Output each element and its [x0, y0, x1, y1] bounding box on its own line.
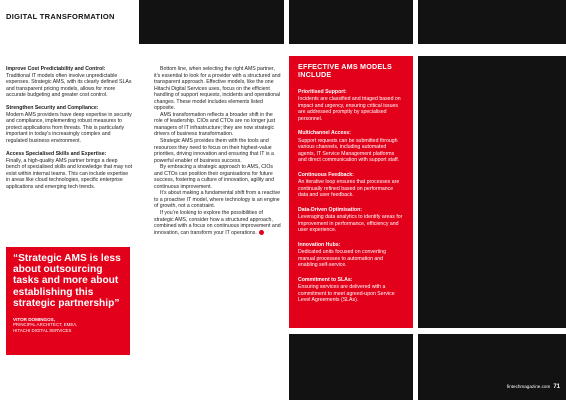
- photo-block-right: [418, 56, 566, 328]
- panel-item: [298, 207, 404, 234]
- body-paragraph: Strategic AMS provides them with the tools and resources they need to focus on their highest-value priorities, driving innovation and ensuring that IT is a powerful enabler of business success.: [154, 138, 274, 164]
- panel-item-heading: Data-Driven Optimisation:: [298, 206, 362, 213]
- panel-item-body: Ensuring services are delivered with a commitment to meet agreed-upon Service Level Agreements (SLAs).: [298, 284, 395, 304]
- left-paragraph: [6, 105, 132, 144]
- panel-item-body: Support requests can be submitted through various channels, including automated agents, IT Service Management platforms and direct communication with support staff.: [298, 137, 400, 164]
- body-paragraph: By embracing a strategic approach to AMS, CIOs and CTOs can position their organisations for future success, fostering a culture of innovation, agility and continuous improvement.: [154, 164, 274, 190]
- body-paragraph: It’s about making a fundamental shift from a reactive to a proactive IT model, where technology is an engine of growth, not a constraint.: [154, 190, 281, 210]
- panel-item-heading: Prioritised Support:: [298, 88, 347, 95]
- panel-item-heading: Innovation Hubs:: [298, 241, 341, 248]
- page-number: 71: [553, 384, 560, 390]
- left-paragraph: [6, 66, 132, 99]
- photo-block-bottom-1: [289, 334, 413, 400]
- panel-title: EFFECTIVE AMS MODELS INCLUDE: [298, 62, 392, 80]
- paragraph-heading: Improve Cost Predictability and Control:: [6, 66, 106, 72]
- left-paragraph: [6, 151, 132, 190]
- photo-block-top-2: [289, 0, 413, 44]
- left-column: [6, 66, 132, 197]
- panel-item: [298, 130, 404, 164]
- quote-author: VITOR DOMINGOS,: [13, 317, 56, 323]
- ams-models-panel: [289, 56, 413, 328]
- panel-item-body: An iterative loop ensures that processes are continually refined based on performance data and user feedback.: [298, 179, 400, 199]
- body-paragraph: Bottom line, when selecting the right AMS partner, it’s essential to look for a provider with a structured and transparent approach. Effective models, like the one Hitachi Digital Services uses, focus on the efficient handling of support requests, incidents and operational changes. These model includes elements listed opposite.: [154, 66, 281, 112]
- page-footer: [507, 384, 560, 390]
- paragraph-body: Finally, a high-quality AMS partner brings a deep bench of specialised skills and knowledge that may not exist within internal teams. This can include expertise in areas like cloud technologies, specific enterprise applications and emerging tech trends.: [6, 157, 133, 190]
- quote-role-line-2: HITACHI DIGITAL SERVICES: [13, 327, 72, 333]
- section-title: DIGITAL TRANSFORMATION: [6, 12, 115, 21]
- body-paragraph: AMS transformation reflects a broader shift in the role of leadership. CIOs and CTOs are no longer just managers of IT infrastructure; they are now strategic drivers of business transformation.: [154, 111, 276, 138]
- end-mark-icon: [259, 230, 264, 235]
- photo-block-bottom-2: [418, 334, 566, 400]
- footer-site: fintechmagazine.com: [506, 384, 551, 389]
- paragraph-heading: Strengthen Security and Compliance:: [6, 105, 99, 112]
- quote-text: “Strategic AMS is less about outsourcing tasks and more about establishing this strategic partnership”: [13, 253, 121, 309]
- paragraph-body: Traditional IT models often involve unpredictable expenses. Strategic AMS, with its clearly defined SLAs and transparent pricing models, allows for more accurate budgeting and greater cost control.: [6, 72, 132, 99]
- panel-item-heading: Multichannel Access:: [298, 130, 351, 137]
- panel-item-heading: Commitment to SLAs:: [298, 276, 353, 283]
- pull-quote: [6, 247, 130, 355]
- quote-role-line-1: PRINCIPAL ARCHITECT, EMEA,: [13, 322, 78, 328]
- paragraph-heading: Access Specialised Skills and Expertise:: [6, 151, 107, 158]
- panel-item-body: Dedicated units focused on converting manual processes to automation and enabling self-service.: [298, 249, 386, 269]
- panel-item: [298, 242, 404, 269]
- body-paragraph-last: [154, 210, 282, 236]
- panel-item-body: Leveraging data analytics to identify areas for improvement in performance, efficiency and user experience.: [298, 214, 403, 234]
- middle-column: [154, 66, 282, 236]
- panel-item-heading: Continuous Feedback:: [298, 171, 354, 178]
- photo-block-top-1: [139, 0, 284, 44]
- paragraph-body: Modern AMS providers have deep expertise in security and compliance, implementing robust measures to protect applications from threats. This is particularly important in today's increasingly complex and regulated business environment.: [6, 111, 132, 144]
- photo-block-top-3: [418, 0, 566, 44]
- panel-item: [298, 277, 404, 304]
- body-paragraph-text: If you’re looking to explore the possibilities of strategic AMS, consider how a structured approach, combined with a focus on continuous improvement and innovation, can transform your IT operations.: [154, 210, 281, 236]
- panel-item: [298, 172, 404, 199]
- panel-item: [298, 89, 404, 123]
- panel-item-body: Incidents are classified and triaged based on impact and urgency, ensuring critical issues are addressed promptly by specialised personnel.: [298, 96, 401, 122]
